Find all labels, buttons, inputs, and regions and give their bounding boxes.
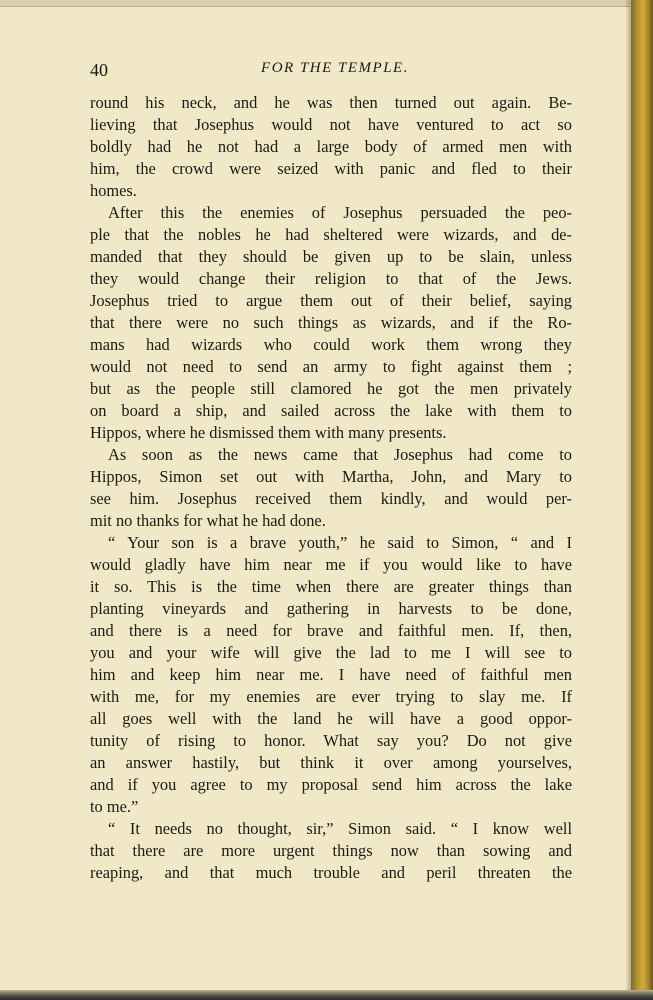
text-line: an answer hastily, but think it over among yourselves, xyxy=(90,753,572,772)
text-line: Hippos, Simon set out with Martha, John, and Mary to xyxy=(90,467,572,486)
text-line: you and your wife will give the lad to me I will see to xyxy=(90,643,572,662)
text-line: mans had wizards who could work them wrong they xyxy=(90,335,572,354)
text-line: and there is a need for brave and faithful men. If, then, xyxy=(90,621,572,640)
running-title: FOR THE TEMPLE. xyxy=(261,60,409,76)
text-line: that there are more urgent things now than sowing and xyxy=(90,841,572,860)
text-line: homes. xyxy=(90,181,137,200)
text-line: on board a ship, and sailed across the lake with them to xyxy=(90,401,572,420)
text-line: they would change their religion to that of the Jews. xyxy=(90,269,572,288)
text-line: boldly had he not had a large body of armed men with xyxy=(90,137,572,156)
text-line: Josephus tried to argue them out of their belief, saying xyxy=(90,291,572,310)
page-header xyxy=(90,60,572,82)
text-line: Hippos, where he dismissed them with many presents. xyxy=(90,423,447,442)
text-line: After this the enemies of Josephus persuaded the peo- xyxy=(108,203,572,222)
text-line: “ It needs no thought, sir,” Simon said. “ I know well xyxy=(108,819,572,838)
text-line: him and keep him near me. I have need of faithful men xyxy=(90,665,572,684)
text-line: round his neck, and he was then turned out again. Be- xyxy=(90,93,572,112)
text-line: manded that they should be given up to be slain, unless xyxy=(90,247,572,266)
text-line: mit no thanks for what he had done. xyxy=(90,511,326,530)
text-line: ple that the nobles he had sheltered were wizards, and de- xyxy=(90,225,572,244)
text-line: that there were no such things as wizards, and if the Ro- xyxy=(90,313,572,332)
text-line: lieving that Josephus would not have ventured to act so xyxy=(90,115,572,134)
text-line: planting vineyards and gathering in harvests to be done, xyxy=(90,599,572,618)
text-line: and if you agree to my proposal send him across the lake xyxy=(90,775,572,794)
text-line: but as the people still clamored he got the men privately xyxy=(90,379,572,398)
text-line: to me.” xyxy=(90,797,139,816)
text-line: tunity of rising to honor. What say you? Do not give xyxy=(90,731,572,750)
text-line: reaping, and that much trouble and peril threaten the xyxy=(90,863,572,882)
text-line: “ Your son is a brave youth,” he said to Simon, “ and I xyxy=(108,533,572,552)
page-number: 40 xyxy=(90,60,108,80)
text-line: him, the crowd were seized with panic and fled to their xyxy=(90,159,572,178)
text-line: see him. Josephus received them kindly, and would per- xyxy=(90,489,572,508)
text-line: As soon as the news came that Josephus had come to xyxy=(108,445,572,464)
text-line: would gladly have him near me if you would like to have xyxy=(90,555,572,574)
text-line: with me, for my enemies are ever trying to slay me. If xyxy=(90,687,572,706)
text-line: would not need to send an army to fight against them ; xyxy=(90,357,572,376)
page-bottom-edge xyxy=(0,990,653,1000)
book-spine xyxy=(631,0,653,1000)
page-top-edge xyxy=(0,0,630,7)
body-text xyxy=(90,92,572,884)
text-line: all goes well with the land he will have a good oppor- xyxy=(90,709,572,728)
text-line: it so. This is the time when there are greater things than xyxy=(90,577,572,596)
